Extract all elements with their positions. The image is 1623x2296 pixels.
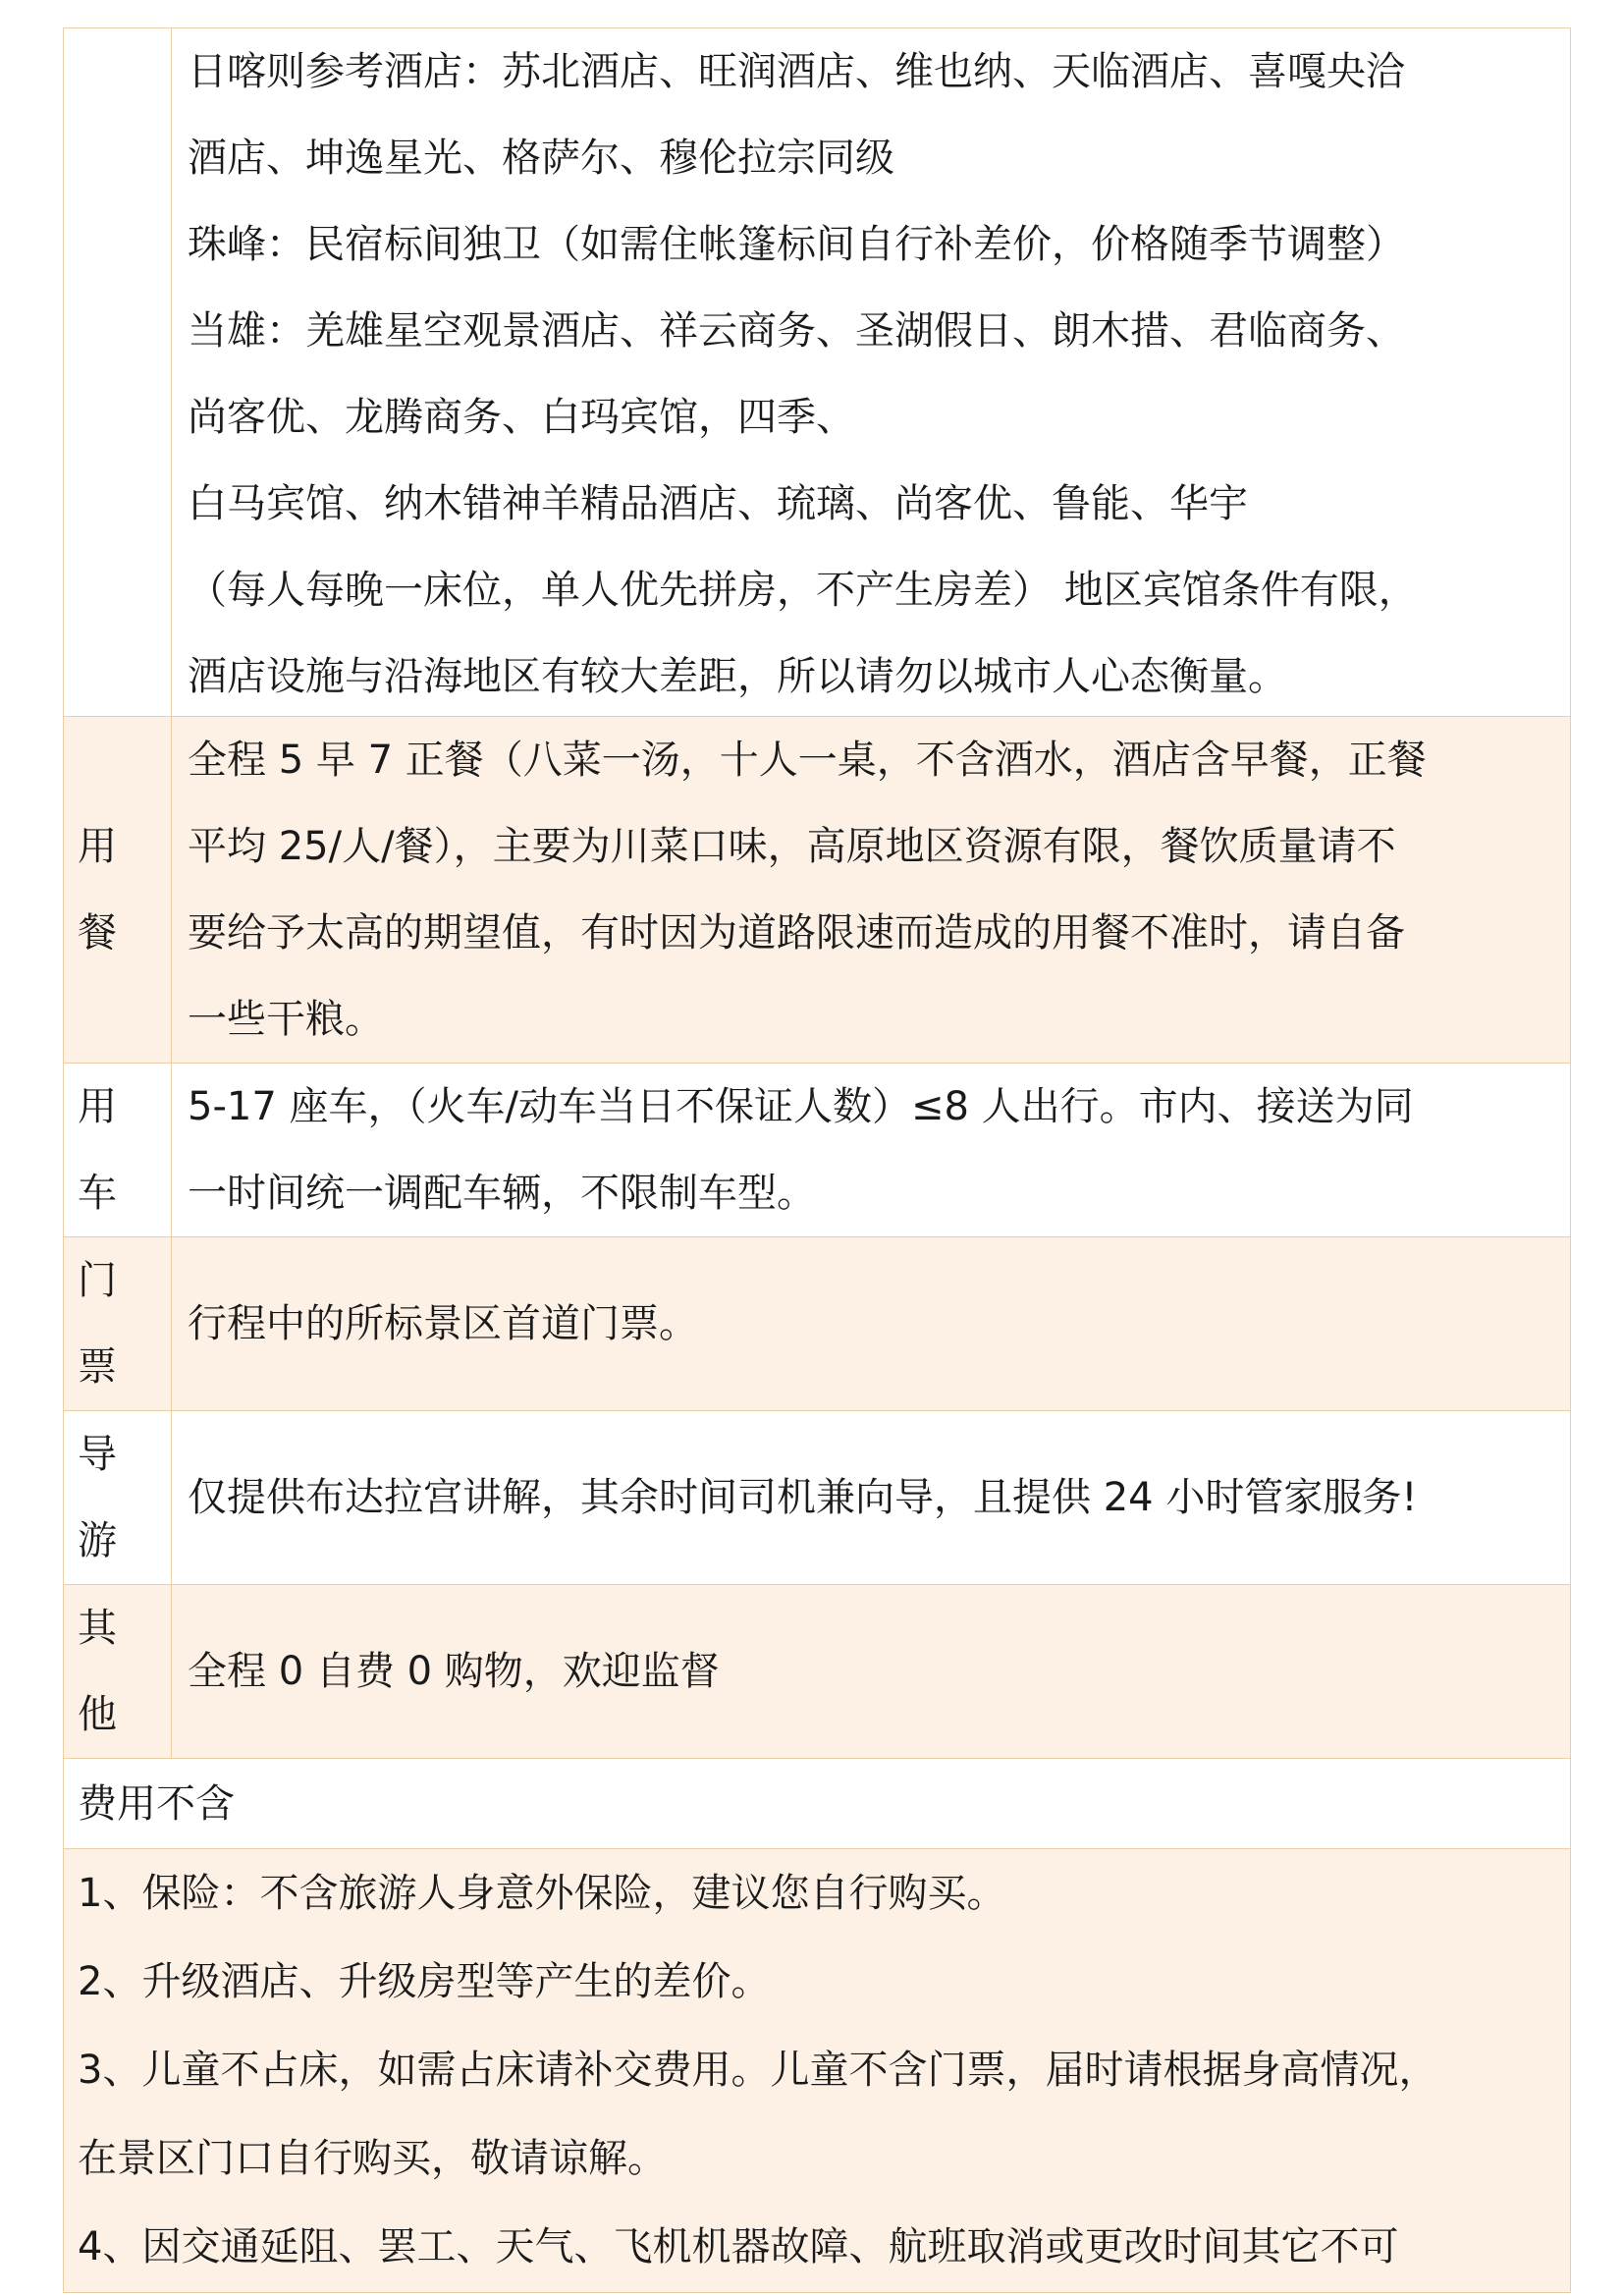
exclusions-list <box>64 1849 1451 2292</box>
guide-line: 仅提供布达拉宫讲解，其余时间司机兼向导，且提供 24 小时管家服务! <box>188 1475 1418 1520</box>
meal-line: 要给予太高的期望值，有时因为道路限速而造成的用餐不准时，请自备 <box>188 910 1405 956</box>
row-meal-content <box>172 717 1570 1063</box>
meal-line: 一些干粮。 <box>188 997 384 1042</box>
exclusion-item: 2、升级酒店、升级房型等产生的差价。 <box>78 1959 771 2004</box>
row-other-label <box>64 1585 172 1758</box>
row-exclusions <box>63 1849 1571 2293</box>
other-label-text: 其他 <box>78 1606 117 1737</box>
itinerary-table <box>63 27 1571 2293</box>
meal-label-text: 用餐 <box>78 824 117 956</box>
row-meal <box>63 717 1571 1064</box>
hotel-line: 尚客优、龙腾商务、白玛宾馆，四季、 <box>188 395 855 440</box>
row-other-content <box>172 1585 1570 1758</box>
ticket-line: 行程中的所标景区首道门票。 <box>188 1301 698 1346</box>
row-ticket-content <box>172 1237 1570 1410</box>
meal-line: 全程 5 早 7 正餐（八菜一汤，十人一桌，不含酒水，酒店含早餐，正餐 <box>188 738 1427 783</box>
row-guide-content <box>172 1411 1570 1584</box>
hotel-line: 珠峰：民宿标间独卫（如需住帐篷标间自行补差价，价格随季节调整） <box>188 222 1405 267</box>
hotel-line: 当雄：羌雄星空观景酒店、祥云商务、圣湖假日、朗木措、君临商务、 <box>188 308 1405 354</box>
row-other <box>63 1585 1571 1759</box>
row-exclusions-title <box>63 1759 1571 1849</box>
guide-label-text: 导游 <box>78 1432 117 1563</box>
hotel-line: 酒店、坤逸星光、格萨尔、穆伦拉宗同级 <box>188 136 894 181</box>
ticket-label-text: 门票 <box>78 1258 117 1390</box>
row-hotel-content <box>172 28 1570 716</box>
car-line: 一时间统一调配车辆，不限制车型。 <box>188 1171 816 1216</box>
other-line: 全程 0 自费 0 购物，欢迎监督 <box>188 1649 720 1694</box>
row-ticket-label <box>64 1237 172 1410</box>
row-guide <box>63 1411 1571 1585</box>
row-ticket <box>63 1237 1571 1411</box>
meal-line: 平均 25/人/餐），主要为川菜口味，高原地区资源有限，餐饮质量请不 <box>188 824 1396 869</box>
row-car-label <box>64 1064 172 1236</box>
exclusion-item: 1、保险：不含旅游人身意外保险，建议您自行购买。 <box>78 1871 1006 1916</box>
row-hotel <box>63 27 1571 717</box>
hotel-line: （每人每晚一床位，单人优先拼房，不产生房差） 地区宾馆条件有限， <box>188 568 1418 613</box>
hotel-line: 酒店设施与沿海地区有较大差距，所以请勿以城市人心态衡量。 <box>188 654 1287 699</box>
exclusion-item: 3、儿童不占床，如需占床请补交费用。儿童不含门票，届时请根据身高情况， <box>78 2048 1438 2093</box>
row-car <box>63 1064 1571 1237</box>
hotel-line: 白马宾馆、纳木错神羊精品酒店、琉璃、尚客优、鲁能、华宇 <box>188 481 1248 526</box>
row-guide-label <box>64 1411 172 1584</box>
hotel-line: 日喀则参考酒店：苏北酒店、旺润酒店、维也纳、天临酒店、喜嘎央洽 <box>188 49 1405 94</box>
exclusion-item: 在景区门口自行购买，敬请谅解。 <box>78 2136 667 2181</box>
exclusion-item: 4、因交通延阻、罢工、天气、飞机机器故障、航班取消或更改时间其它不可 <box>78 2224 1399 2269</box>
car-line: 5-17 座车，（火车/动车当日不保证人数）≤8 人出行。市内、接送为同 <box>188 1084 1414 1129</box>
exclusions-title: 费用不含 <box>78 1780 235 1827</box>
car-label-text: 用车 <box>78 1084 117 1216</box>
row-hotel-label-cell <box>64 28 172 716</box>
row-car-content <box>172 1064 1570 1236</box>
row-meal-label <box>64 717 172 1063</box>
